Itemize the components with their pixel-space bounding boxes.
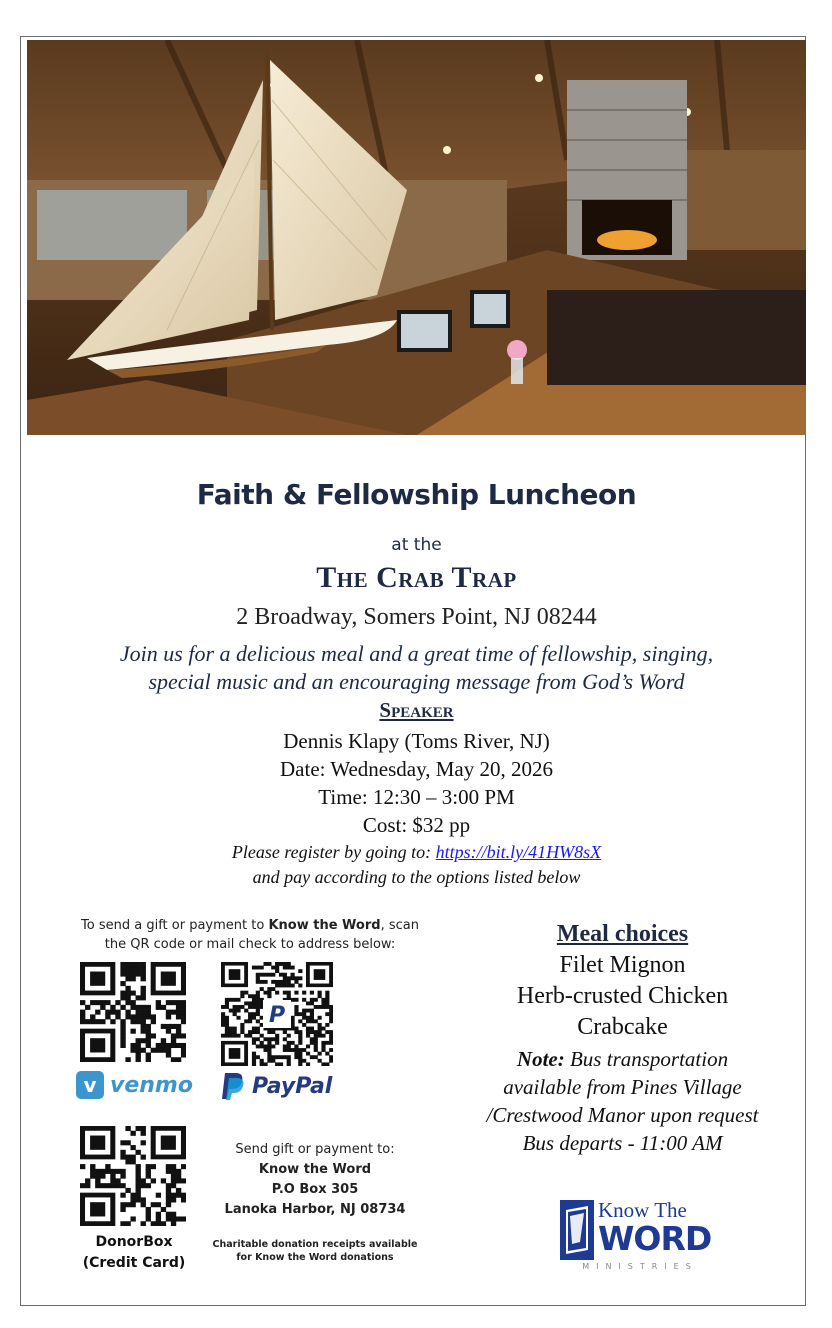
bus-note: [455, 1045, 790, 1157]
mail-name: Know the Word: [258, 1162, 372, 1177]
receipt-notice: [210, 1238, 420, 1264]
paypal-logo: [220, 1071, 332, 1101]
mail-city: Lanoka Harbor, NJ 08734: [224, 1202, 406, 1217]
donorbox-sublabel: (Credit Card): [82, 1255, 186, 1271]
register-line-2: and pay according to the options listed below: [252, 867, 581, 887]
event-time: Time: 12:30 – 3:00 PM: [318, 785, 515, 809]
venmo-label: venmo: [110, 1072, 193, 1098]
venmo-logo: [76, 1071, 193, 1099]
speaker-heading: Speaker: [379, 698, 454, 722]
donorbox-label: DonorBox: [95, 1234, 173, 1250]
meal-item: Herb-crusted Chicken: [516, 983, 729, 1009]
at-the-label: at the: [391, 535, 442, 555]
note-line-4: Bus departs - 11:00 AM: [522, 1131, 723, 1155]
note-text: Bus transportation: [564, 1047, 729, 1071]
logo-line-3: MINISTRIES: [582, 1262, 698, 1271]
donorbox-qr-code[interactable]: [80, 1126, 186, 1226]
svg-text:P: P: [268, 1003, 286, 1028]
meal-item: Filet Mignon: [559, 952, 686, 978]
restaurant-photo: [27, 40, 806, 435]
donorbox-caption: [64, 1232, 204, 1274]
register-prefix: Please register by going to:: [231, 842, 436, 862]
invitation-line-2: special music and an encouraging message from God’s Word: [148, 669, 685, 694]
gift-instructions: [60, 916, 440, 954]
paypal-label: PayPal: [252, 1073, 333, 1099]
venmo-qr-icon: [80, 962, 186, 1062]
mail-box: P.O Box 305: [271, 1182, 359, 1197]
register-line: [27, 842, 806, 863]
note-line-2: available from Pines Village: [503, 1075, 742, 1099]
venue-address: 2 Broadway, Somers Point, NJ 08244: [236, 604, 597, 630]
gift-head-line-2: the QR code or mail check to address below:: [104, 937, 396, 952]
gift-head-scan: , scan: [380, 918, 419, 933]
invitation-text: [27, 640, 806, 696]
donorbox-qr-icon: [80, 1126, 186, 1226]
venmo-qr-code[interactable]: [80, 962, 186, 1062]
venmo-icon: v: [76, 1071, 104, 1099]
meal-heading: Meal choices: [556, 921, 689, 947]
mailing-address: [210, 1140, 420, 1220]
event-cost: Cost: $32 pp: [362, 813, 471, 837]
gift-head-text: To send a gift or payment to: [81, 918, 269, 933]
paypal-qr-code[interactable]: [221, 962, 333, 1066]
gift-head-org: Know the Word: [268, 918, 381, 933]
receipt-line-2: for Know the Word donations: [236, 1252, 394, 1263]
register-link[interactable]: https://bit.ly/41HW8sX: [435, 842, 602, 862]
logo-line-1: Know The: [598, 1198, 687, 1222]
logo-line-2: WORD: [598, 1219, 712, 1258]
mail-intro: Send gift or payment to:: [235, 1142, 395, 1157]
event-date: Date: Wednesday, May 20, 2026: [280, 757, 553, 781]
venue-name: The Crab Trap: [316, 561, 517, 594]
receipt-line-1: Charitable donation receipts available: [212, 1239, 418, 1250]
meal-item: Crabcake: [577, 1014, 668, 1040]
paypal-icon: [220, 1071, 246, 1101]
invitation-line-1: Join us for a delicious meal and a great time of fellowship, singing,: [119, 641, 714, 666]
speaker-name: Dennis Klapy (Toms River, NJ): [283, 729, 550, 753]
paypal-qr-icon: [221, 962, 333, 1066]
know-the-word-logo: [560, 1198, 720, 1276]
note-label: Note:: [516, 1047, 565, 1071]
event-title: Faith & Fellowship Luncheon: [196, 478, 637, 511]
meal-choices: [455, 918, 790, 1157]
note-line-3: /Crestwood Manor upon request: [486, 1103, 759, 1127]
